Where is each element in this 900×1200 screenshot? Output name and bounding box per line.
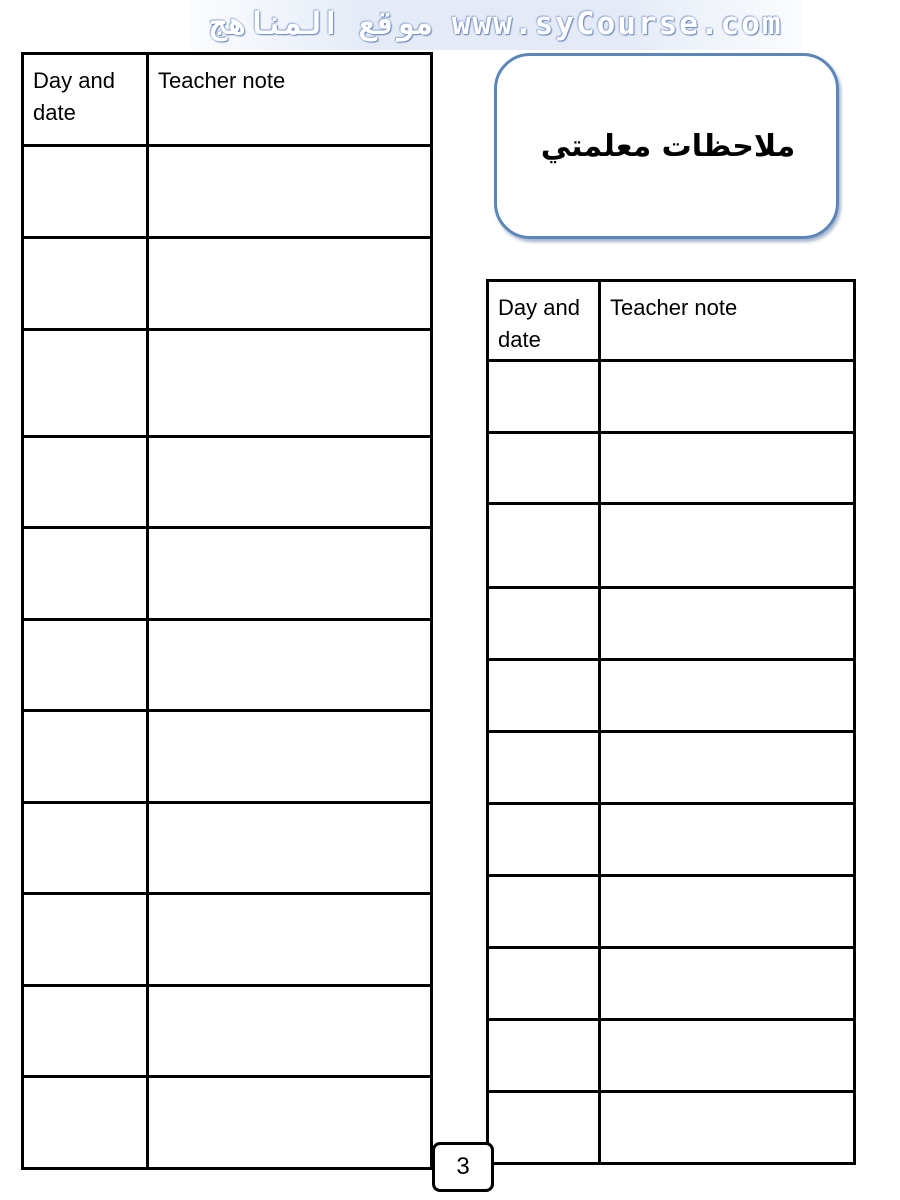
table-row bbox=[488, 1092, 855, 1164]
teacher-note-cell[interactable] bbox=[600, 948, 855, 1020]
table-row bbox=[488, 876, 855, 948]
teacher-notes-table-right bbox=[486, 279, 856, 1165]
table-row bbox=[488, 588, 855, 660]
day-date-cell[interactable] bbox=[488, 948, 600, 1020]
teacher-note-cell[interactable] bbox=[600, 361, 855, 433]
teacher-note-cell[interactable] bbox=[600, 588, 855, 660]
teacher-note-cell[interactable] bbox=[600, 433, 855, 504]
day-date-cell[interactable] bbox=[488, 660, 600, 732]
day-date-cell[interactable] bbox=[23, 1077, 148, 1169]
page-number-label: 3 bbox=[456, 1153, 470, 1180]
title-box bbox=[494, 53, 839, 239]
table-row bbox=[488, 433, 855, 504]
teacher-note-cell[interactable] bbox=[148, 437, 432, 528]
table-row bbox=[23, 803, 432, 894]
day-date-cell[interactable] bbox=[23, 894, 148, 986]
table-row bbox=[488, 660, 855, 732]
table-row bbox=[23, 711, 432, 803]
teacher-note-cell[interactable] bbox=[600, 1092, 855, 1164]
header-day-and-date: Day and date bbox=[23, 54, 148, 146]
teacher-note-cell[interactable] bbox=[148, 146, 432, 238]
table-row bbox=[23, 437, 432, 528]
table-row bbox=[23, 146, 432, 238]
day-date-cell[interactable] bbox=[488, 876, 600, 948]
day-date-cell[interactable] bbox=[488, 732, 600, 804]
table-header-row bbox=[488, 281, 855, 361]
day-date-cell[interactable] bbox=[488, 1092, 600, 1164]
teacher-note-cell[interactable] bbox=[600, 504, 855, 588]
teacher-note-cell[interactable] bbox=[600, 876, 855, 948]
day-date-cell[interactable] bbox=[23, 803, 148, 894]
teacher-note-cell[interactable] bbox=[148, 620, 432, 711]
day-date-cell[interactable] bbox=[23, 330, 148, 437]
header-day-and-date: Day and date bbox=[488, 281, 600, 361]
teacher-note-cell[interactable] bbox=[600, 732, 855, 804]
header-teacher-note: Teacher note bbox=[600, 281, 855, 361]
day-date-cell[interactable] bbox=[488, 433, 600, 504]
day-date-cell[interactable] bbox=[488, 504, 600, 588]
table-row bbox=[23, 894, 432, 986]
table-row bbox=[488, 804, 855, 876]
table-row bbox=[488, 732, 855, 804]
day-date-cell[interactable] bbox=[23, 620, 148, 711]
day-date-cell[interactable] bbox=[488, 804, 600, 876]
teacher-note-cell[interactable] bbox=[600, 660, 855, 732]
table-row bbox=[23, 1077, 432, 1169]
teacher-note-cell[interactable] bbox=[148, 986, 432, 1077]
table-row bbox=[488, 948, 855, 1020]
table-row bbox=[23, 620, 432, 711]
teacher-note-cell[interactable] bbox=[148, 1077, 432, 1169]
teacher-note-cell[interactable] bbox=[600, 1020, 855, 1092]
table-row bbox=[488, 504, 855, 588]
day-date-cell[interactable] bbox=[23, 437, 148, 528]
table-row bbox=[488, 361, 855, 433]
teacher-note-cell[interactable] bbox=[148, 711, 432, 803]
site-watermark: موقع المناهج www.syCourse.com bbox=[190, 0, 802, 50]
page-title: ملاحظات معلمتي bbox=[540, 128, 796, 164]
table-row bbox=[23, 330, 432, 437]
table-row bbox=[488, 1020, 855, 1092]
table-row bbox=[23, 528, 432, 620]
teacher-note-cell[interactable] bbox=[148, 894, 432, 986]
table-header-row bbox=[23, 54, 432, 146]
day-date-cell[interactable] bbox=[23, 711, 148, 803]
day-date-cell[interactable] bbox=[488, 588, 600, 660]
header-teacher-note: Teacher note bbox=[148, 54, 432, 146]
day-date-cell[interactable] bbox=[488, 1020, 600, 1092]
teacher-note-cell[interactable] bbox=[148, 330, 432, 437]
table-row bbox=[23, 238, 432, 330]
day-date-cell[interactable] bbox=[23, 528, 148, 620]
day-date-cell[interactable] bbox=[23, 986, 148, 1077]
teacher-note-cell[interactable] bbox=[148, 803, 432, 894]
day-date-cell[interactable] bbox=[488, 361, 600, 433]
teacher-note-cell[interactable] bbox=[148, 238, 432, 330]
day-date-cell[interactable] bbox=[23, 238, 148, 330]
teacher-note-cell[interactable] bbox=[148, 528, 432, 620]
teacher-note-cell[interactable] bbox=[600, 804, 855, 876]
day-date-cell[interactable] bbox=[23, 146, 148, 238]
teacher-notes-table-left bbox=[21, 52, 433, 1170]
page-number bbox=[432, 1142, 494, 1192]
table-row bbox=[23, 986, 432, 1077]
